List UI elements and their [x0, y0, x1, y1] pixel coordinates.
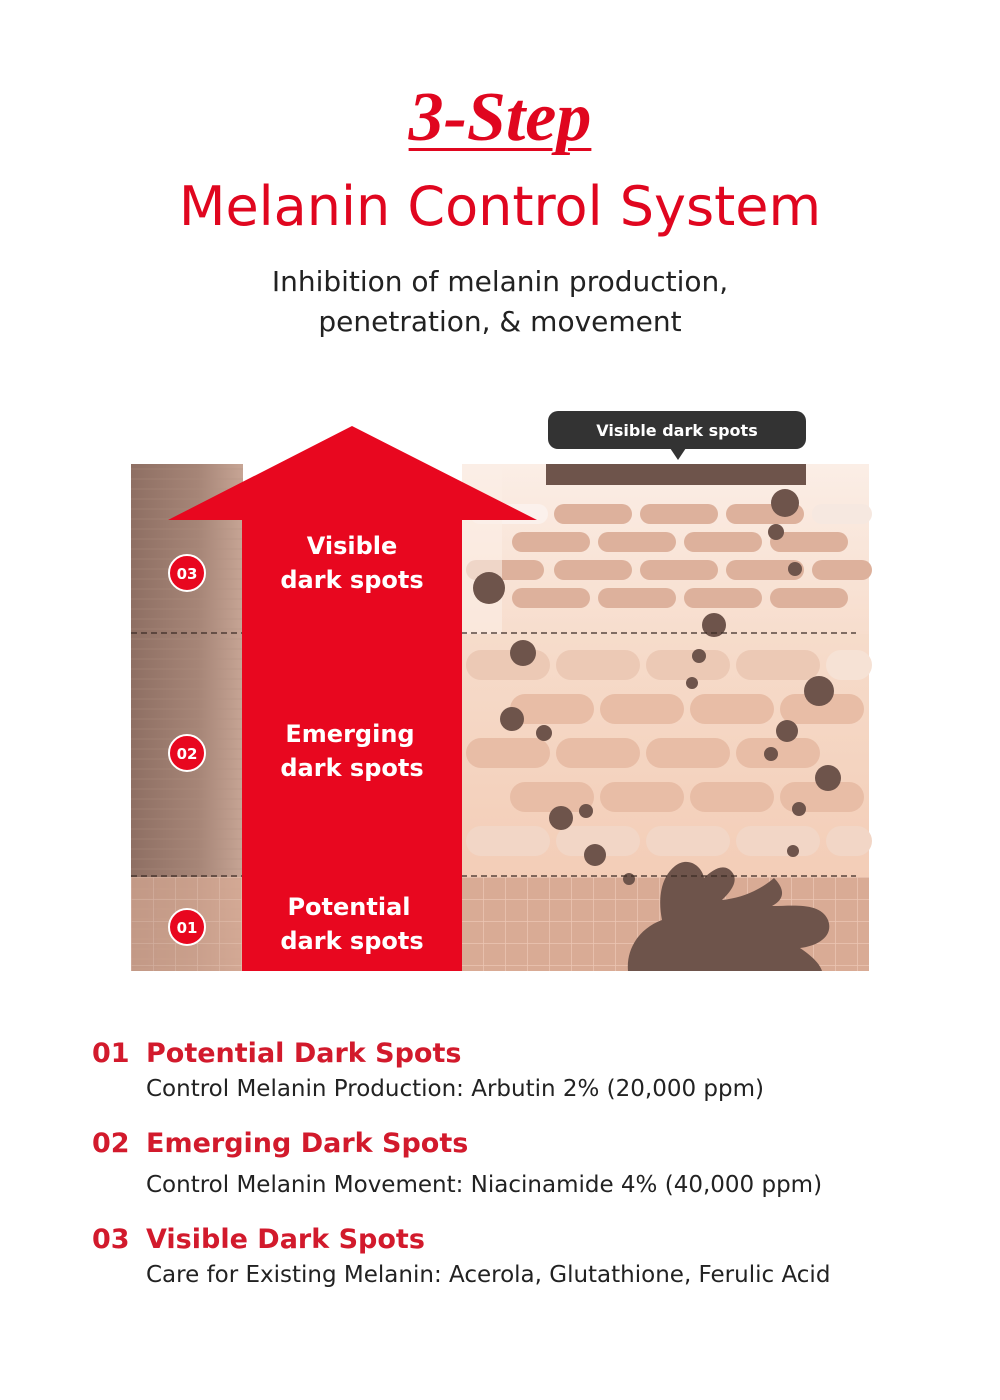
step-description: Control Melanin Movement: Niacinamide 4% (40,000 ppm): [146, 1172, 823, 1198]
step-description: Care for Existing Melanin: Acerola, Glutathione, Ferulic Acid: [146, 1262, 831, 1288]
layer-03-label-line2: dark spots: [280, 566, 424, 594]
layer-badge-02: [169, 735, 205, 771]
layer-02-label-line2: dark spots: [280, 754, 424, 782]
step-title: Potential Dark Spots: [146, 1038, 462, 1069]
callout-visible-dark-spots: [548, 411, 806, 460]
badge-03-label: 03: [176, 565, 198, 583]
layer-01-label-line2: dark spots: [280, 927, 424, 955]
page-title: Melanin Control System: [178, 175, 822, 238]
layer-01-label-line1: Potential: [287, 893, 411, 921]
step-title: Emerging Dark Spots: [146, 1128, 469, 1159]
skin-layer-diagram: [0, 400, 1000, 980]
surface-dark-strip: [546, 464, 806, 485]
step-number: 01: [92, 1038, 130, 1069]
title-step: 3-Step: [408, 79, 592, 156]
layer-badge-01: [169, 909, 205, 945]
layer-badge-03: [169, 555, 205, 591]
step-title: Visible Dark Spots: [146, 1224, 425, 1255]
subtitle: [0, 262, 1000, 342]
badge-02-label: 02: [176, 745, 198, 763]
layer-02-label-line1: Emerging: [285, 720, 415, 748]
layer-03-label-line1: Visible: [306, 532, 398, 560]
step-number: 03: [92, 1224, 130, 1255]
callout-label: Visible dark spots: [596, 421, 758, 440]
badge-01-label: 01: [176, 919, 198, 937]
subtitle-line-1: Inhibition of melanin production,: [271, 265, 729, 298]
step-description: Control Melanin Production: Arbutin 2% (20,000 ppm): [146, 1076, 765, 1102]
skin-illustration: [0, 400, 1000, 980]
subtitle-line-2: penetration, & movement: [318, 305, 682, 338]
step-number: 02: [92, 1128, 130, 1159]
